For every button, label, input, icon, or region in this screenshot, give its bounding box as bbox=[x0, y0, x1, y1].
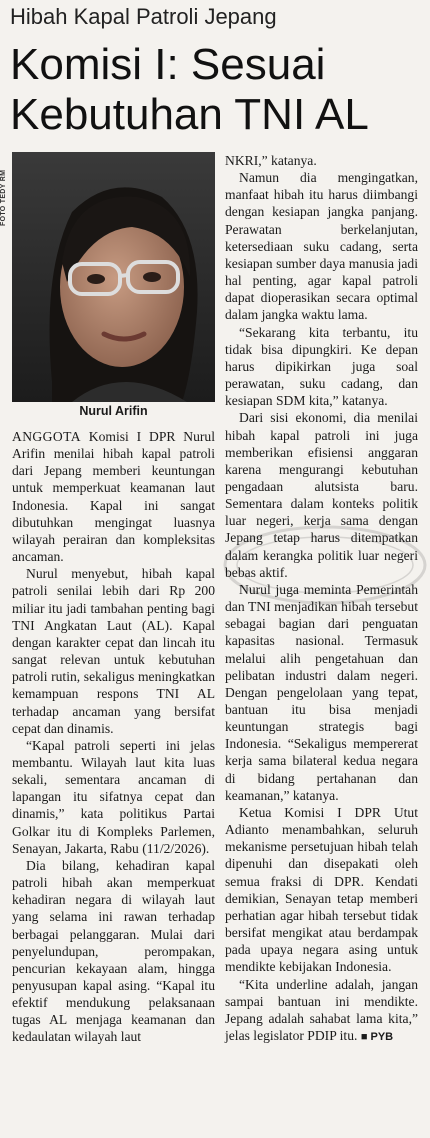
paragraph: Nurul menyebut, hibah kapal patroli senilai lebih dari Rp 200 miliar itu jadi tambahan penting bagi TNI Angkatan Laut (AL). Kapal dengan karakter cepat dan lincah itu sangat relevan untuk kebutuhan patroli rutin, sekaligus meningkatkan kemampuan respons TNI AL terhadap ancaman yang bersifat cepat dan dinamis. bbox=[12, 566, 215, 736]
closing-text: “Kita underline adalah, jangan sampai bantuan ini mendikte. Jepang adalah sahabat lama kita,” jelas legislator PDIP itu. bbox=[225, 976, 418, 1043]
lead-text: Komisi I DPR Nurul Arifin menilai hibah kapal patroli dari Jepang memberi keuntungan untuk memperkuat keamanan laut Indonesia. Kapal ini sangat dibutuhkan mengingat luasnya wilayah perairan dan kompleksitas ancaman. bbox=[12, 429, 215, 565]
closing-paragraph bbox=[225, 976, 418, 1047]
continued-line: NKRI,” katanya. bbox=[225, 153, 317, 168]
article-column-right bbox=[225, 152, 418, 1046]
lead-paragraph bbox=[12, 428, 215, 565]
author-signoff: ■ PYB bbox=[360, 1030, 394, 1043]
kicker: Hibah Kapal Patroli Jepang bbox=[10, 4, 277, 29]
headline: Komisi I: Sesuai Kebutuhan TNI AL bbox=[10, 40, 369, 139]
portrait-photo bbox=[12, 152, 215, 402]
paragraph: “Sekarang kita terbantu, itu tidak bisa dipungkiri. Ke depan harus dipikirkan juga soal perawatan, suku cadang, dan kesiapan SDM kita,” katanya. bbox=[225, 324, 418, 409]
photo-caption: Nurul Arifin bbox=[79, 404, 148, 418]
article-column-left bbox=[12, 428, 215, 1046]
paragraph: Namun dia mengingatkan, manfaat hibah itu harus diimbangi dengan kesiapan jangka panjang. Perawatan berkelanjutan, ketersediaan suku cadang, serta kesiapan sumber daya manusia jadi hal penting, agar kapal patroli dapat dioperasikan secara optimal dalam jangka waktu lama. bbox=[225, 170, 418, 323]
photo-credit: FOTO TEDY RM bbox=[0, 169, 7, 226]
paragraph: Nurul juga meminta Pemerintah dan TNI menjadikan hibah tersebut sebagai bagian dari penguatan kapasitas nasional. Termasuk melalui alih pengetahuan dan pelibatan industri dalam negeri. Dengan pengelolaan yang tepat, bantuan itu bisa menjadi keuntungan strategis bagi Indonesia. “Sekaligus mempererat kerja sama bilateral kedua negara di bidang pertahanan dan keamanan,” katanya. bbox=[225, 581, 418, 803]
paragraph: Dia bilang, kehadiran kapal patroli hibah akan memperkuat kehadiran negara di wilayah laut yang selama ini rawan terhadap berbagai pelanggaran. Mulai dari penyelundupan, perompakan, pencurian kekayaan alam, hingga penyusupan kapal asing. “Kapal itu efektif mendukung pelaksanaan tugas AL menjaga keamanan dan kedaulatan wilayah laut bbox=[12, 857, 215, 1045]
paragraph: “Kapal patroli seperti ini jelas membantu. Wilayah laut kita luas sekali, sementara ancaman di lapangan itu sifatnya cepat dan dinamis,” kata politikus Partai Golkar itu di Kompleks Parlemen, Senayan, Jakarta, Rabu (11/2/2026). bbox=[12, 737, 215, 856]
portrait-illustration bbox=[12, 152, 215, 402]
paragraph: Ketua Komisi I DPR Utut Adianto menambahkan, seluruh mekanisme persetujuan hibah telah dipenuhi dan disepakati oleh semua fraksi di DPR. Kendati demikian, Senayan tetap memberi perhatian agar hibah tersebut tidak bersifat mengikat atau berdampak pada upaya negara asing untuk mendikte kebijakan Indonesia. bbox=[225, 804, 418, 975]
paragraph: Dari sisi ekonomi, dia menilai hibah kapal patroli ini juga memberikan efisiensi anggaran karena mengurangi kebutuhan pengadaan alutsista baru. Sementara dalam konteks politik luar negeri, kerja sama dengan Jepang tetap harus ditempatkan dalam kerangka politik luar negeri bebas aktif. bbox=[225, 410, 418, 580]
lead-word: ANGGOTA bbox=[12, 429, 81, 444]
